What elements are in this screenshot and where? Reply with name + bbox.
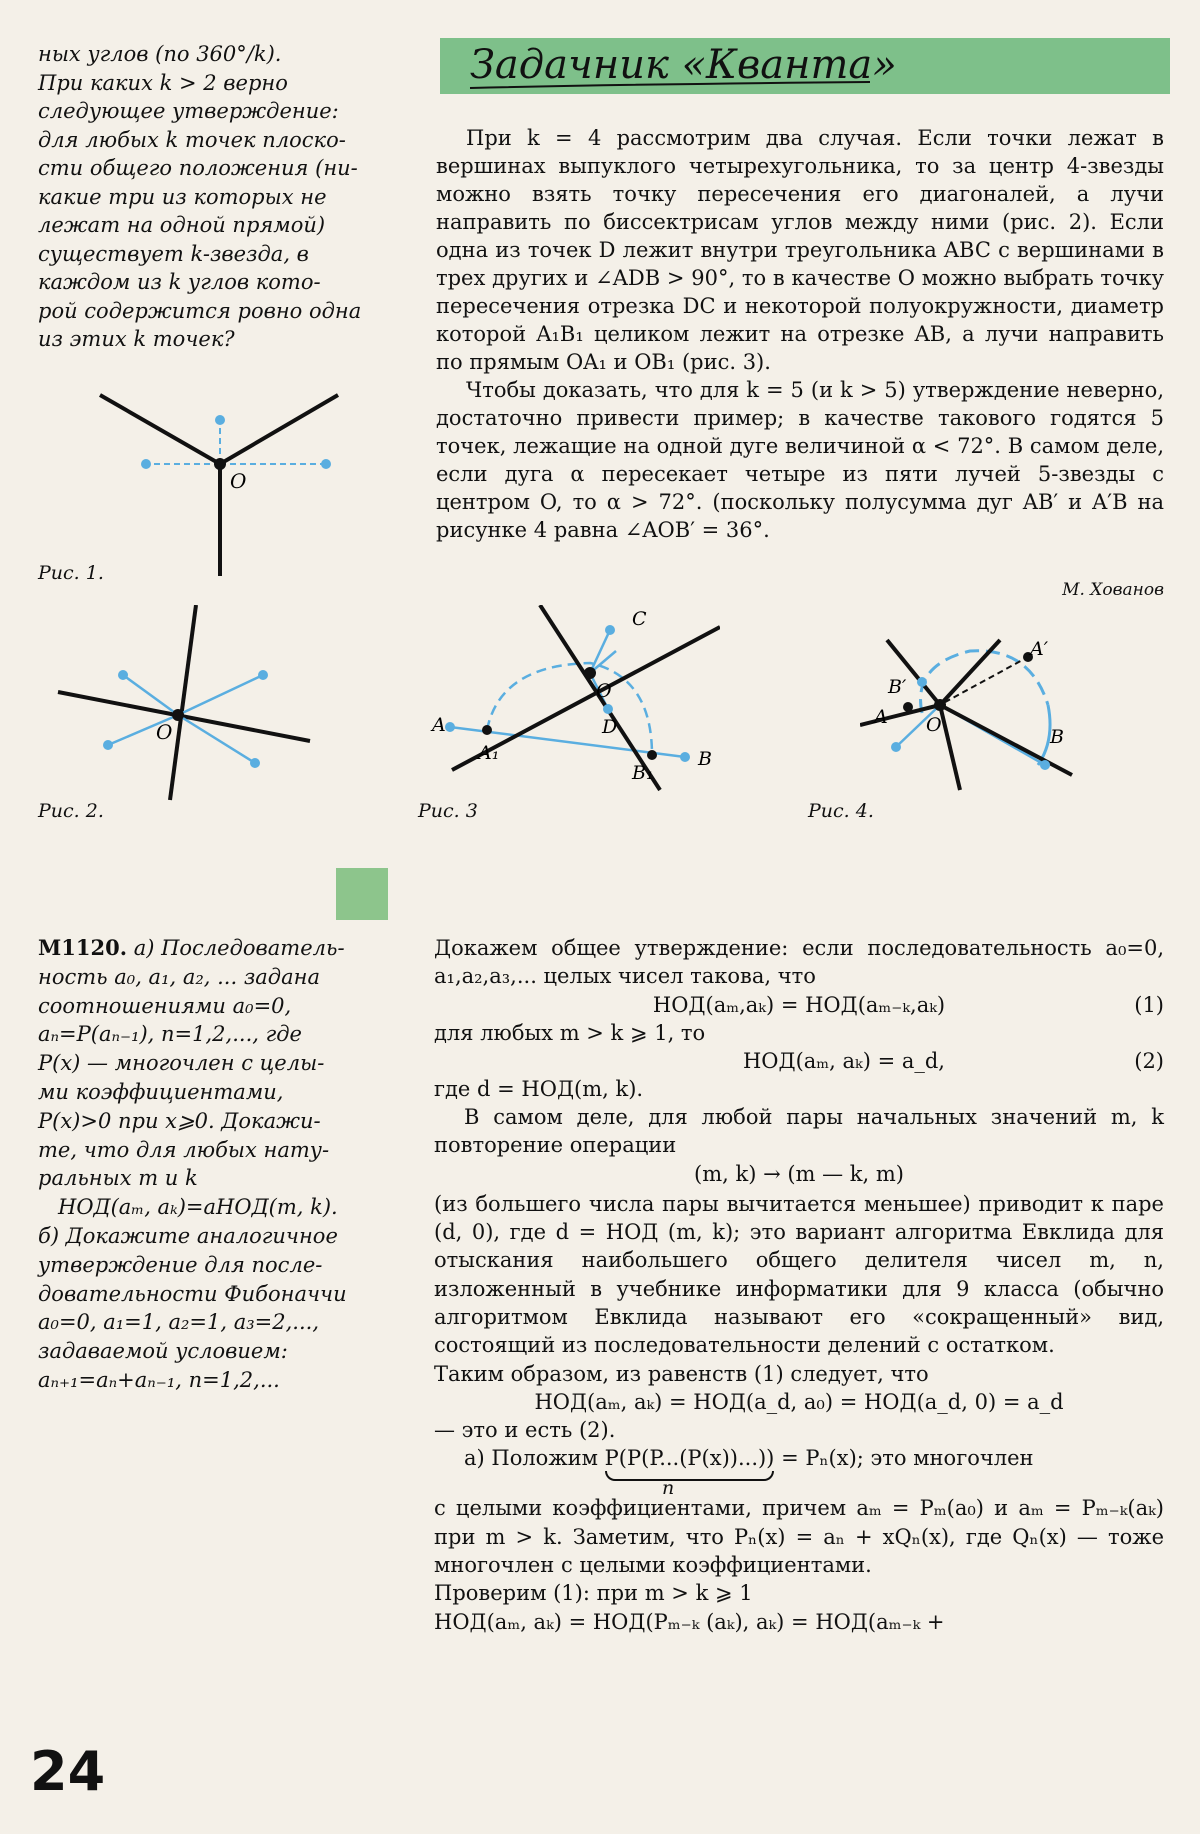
text-line: соотношениями a₀=0,	[38, 993, 292, 1018]
text-line: существует k-звезда, в	[38, 241, 309, 266]
page-number: 24	[30, 1740, 106, 1803]
author: М. Хованов	[1062, 580, 1164, 600]
text-line: НОД(aₘ, aₖ)=aНОД(m, k).	[58, 1195, 338, 1220]
figure-4	[860, 625, 1160, 795]
text-line: ральных m и k	[38, 1166, 198, 1191]
text-line: P(x)>0 при x⩾0. Докажи-	[38, 1108, 321, 1133]
text-line: довательности Фибоначчи	[38, 1281, 347, 1306]
text-line: утверждение для после-	[38, 1252, 323, 1277]
point-label: A′	[1030, 638, 1049, 660]
figure-2	[48, 605, 318, 805]
paragraph: — это и есть (2).	[434, 1418, 616, 1443]
paragraph: Проверим (1): при m > k ⩾ 1	[434, 1581, 753, 1606]
definition-line	[434, 1444, 1164, 1500]
figure-2-caption: Рис. 2.	[38, 800, 104, 822]
point-label: C	[632, 608, 647, 630]
brace-label: n	[662, 1477, 675, 1500]
text-line: а) Последователь-	[133, 936, 345, 960]
problem-id: М1120.	[38, 935, 128, 960]
paragraph: В самом деле, для любой пары начальных значений m, k повторение операции	[434, 1105, 1164, 1158]
text-line: б) Докажите аналогичное	[38, 1223, 338, 1248]
point-label: B	[1050, 726, 1064, 748]
point-label: B	[698, 748, 712, 770]
text-line: лежат на одной прямой)	[38, 213, 326, 237]
equation-3: НОД(aₘ, aₖ) = НОД(a_d, a₀) = НОД(a_d, 0) = a_d	[534, 1389, 1064, 1414]
text-line: a₀=0, a₁=1, a₂=1, a₃=2,...,	[38, 1310, 320, 1335]
text-line: При каких k > 2 верно	[38, 70, 288, 95]
text-line: aₙ=P(aₙ₋₁), n=1,2,..., где	[38, 1022, 302, 1047]
figure-4-caption: Рис. 4.	[808, 800, 874, 822]
figure-1	[80, 380, 360, 600]
text-line: следующее утверждение:	[38, 99, 339, 123]
text: = Pₙ(x); это многочлен	[781, 1446, 1034, 1471]
point-label: A	[432, 714, 446, 736]
problem-m1120	[38, 934, 388, 1395]
figure-3-caption: Рис. 3	[418, 800, 478, 822]
solution-top	[436, 124, 1164, 544]
figure-3	[420, 605, 720, 795]
text-line: ность a₀, a₁, a₂, ... задана	[38, 964, 320, 989]
text-line: какие три из которых не	[38, 184, 327, 209]
banner	[440, 38, 1170, 94]
equation-2: НОД(aₘ, aₖ) = a_d,	[742, 1048, 945, 1073]
section-marker	[336, 868, 388, 920]
problem-statement-continued	[38, 40, 388, 354]
text-line: ми коэффициентами,	[38, 1079, 284, 1104]
equation-number: (2)	[1134, 1048, 1164, 1073]
text-line: для любых k точек плоско-	[38, 127, 346, 152]
point-label: O	[596, 680, 612, 702]
paragraph: Таким образом, из равенств (1) следует, что	[434, 1361, 929, 1386]
point-label: D	[602, 716, 618, 738]
point-label: B′	[888, 676, 907, 698]
text-line: каждом из k углов кото-	[38, 270, 321, 294]
text-line: задаваемой условием:	[38, 1339, 288, 1364]
text: а) Положим	[464, 1446, 598, 1471]
equation-1: НОД(aₘ,aₖ) = НОД(aₘ₋ₖ,aₖ)	[652, 992, 946, 1017]
equation-number: (1)	[1134, 992, 1164, 1017]
banner-title: Задачник «Кванта»	[470, 42, 897, 88]
text-line: P(x) — многочлен с целы-	[38, 1051, 325, 1076]
paragraph: для любых m > k ⩾ 1, то	[434, 1020, 706, 1045]
solution-m1120	[434, 934, 1164, 1636]
point-label: A₁	[478, 742, 500, 764]
center-label: O	[156, 720, 173, 744]
figure-1-caption: Рис. 1.	[38, 562, 104, 584]
text-line: aₙ₊₁=aₙ+aₙ₋₁, n=1,2,...	[38, 1367, 280, 1392]
text-line: рой содержится ровно одна	[38, 298, 362, 323]
text-line: из этих k точек?	[38, 327, 235, 351]
paragraph: При k = 4 рассмотрим два случая. Если точки лежат в вершинах выпуклого четырехугольника, то за центр 4-звезды можно взять точку пересечения его диагоналей, а лучи направить по биссектрисам углов между ними (рис. 2). Если одна из точек D лежит внутри треугольника ABC с вершинами в трех других и ∠ADB > 90°, то в качестве O можно выбрать точку пересечения отрезка DC и некоторой полуокружности, диаметр которой A₁B₁ целиком лежит на отрезке AB, а лучи направить по прямым OA₁ и OB₁ (рис. 3).	[436, 126, 1164, 374]
point-label: B₁	[632, 762, 654, 784]
text-line: те, что для любых нату-	[38, 1137, 330, 1162]
paragraph: с целыми коэффициентами, причем aₘ = Pₘ(a₀) и aₘ = Pₘ₋ₖ(aₖ) при m > k. Заметим, что Pₙ(x) = aₙ + xQₙ(x), где Qₙ(x) — тоже многочлен с целыми коэффициентами.	[434, 1496, 1164, 1578]
paragraph: (из большего числа пары вычитается меньшее) приводит к паре (d, 0), где d = НОД (m, k); это вариант алгоритма Евклида для отыскания наибольшего общего делителя чисел m, n, изложенный в учебнике информатики для 9 класса (обычно алгоритмом Евклида называют его «сокращенный» вид, состоящий из последовательности делений с остатком.	[434, 1191, 1164, 1358]
point-label: A	[874, 706, 888, 728]
paragraph: Докажем общее утверждение: если последовательность a₀=0, a₁,a₂,a₃,... целых чисел такова, что	[434, 936, 1164, 989]
text-line: ных углов (по 360°/k).	[38, 42, 282, 66]
paragraph: Чтобы доказать, что для k = 5 (и k > 5) утверждение неверно, достаточно привести пример; в качестве такового годятся 5 точек, лежащие на одной дуге величиной α < 72°. В самом деле, если дуга α пересекает четыре из пяти лучей 5-звезды с центром O, то α > 72°. (поскольку полусумма дуг AB′ и A′B на рисунке 4 равна ∠AOB′ = 36°.	[436, 378, 1164, 542]
center-label: O	[230, 469, 247, 493]
paragraph: НОД(aₘ, aₖ) = НОД(Pₘ₋ₖ (aₖ), aₖ) = НОД(aₘ₋ₖ +	[434, 1609, 945, 1634]
text-line: сти общего положения (ни-	[38, 156, 358, 180]
banner-title-art	[440, 38, 1170, 94]
nested-composition: P(P(P...(P(x))...))	[605, 1444, 775, 1472]
point-label: O	[926, 714, 942, 736]
operation: (m, k) → (m — k, m)	[694, 1161, 904, 1186]
paragraph: где d = НОД(m, k).	[434, 1076, 644, 1101]
